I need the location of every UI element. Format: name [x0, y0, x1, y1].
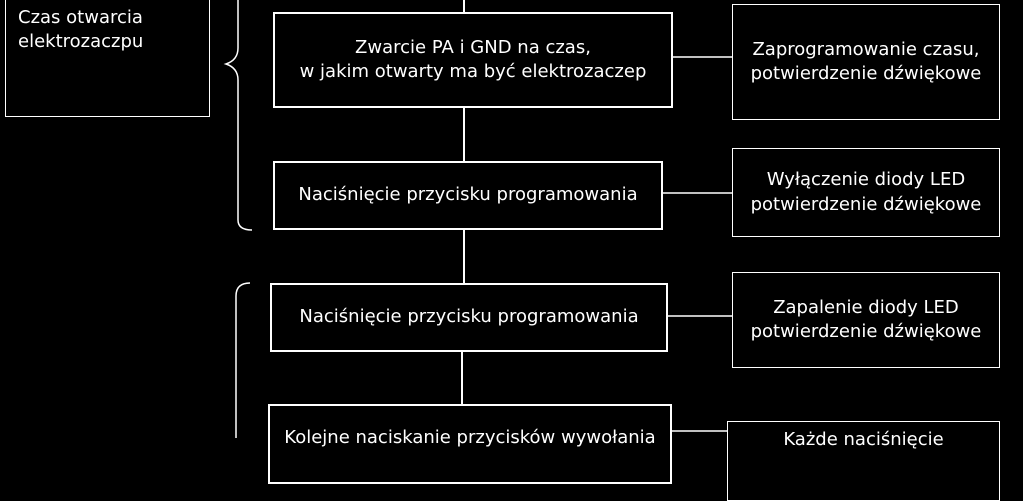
step-3-line-1: Naciśnięcie przycisku programowania — [299, 306, 639, 328]
result-program-time — [732, 4, 1000, 120]
step-press-program-1 — [273, 161, 663, 230]
brace-top — [226, 0, 252, 230]
result-4-line-1: Każde naciśnięcie — [783, 429, 944, 450]
result-1-line-1: Zaprogramowanie czasu, — [752, 38, 980, 60]
group-label-opening-time — [5, 0, 210, 117]
brace-bottom — [236, 283, 250, 438]
result-led-on — [732, 272, 1000, 368]
group-label-line-1: Czas otwarcia — [18, 7, 143, 28]
result-3-line-2: potwierdzenie dźwiękowe — [750, 321, 982, 342]
result-2-line-2: potwierdzenie dźwiękowe — [750, 193, 982, 215]
step-4-line-1: Kolejne naciskanie przycisków wywołania — [284, 427, 656, 448]
step-1-line-2: w jakim otwarty ma być elektrozaczep — [299, 61, 647, 82]
step-1-line-1: Zwarcie PA i GND na czas, — [355, 36, 591, 58]
result-2-line-1: Wyłączenie diody LED — [766, 169, 966, 191]
step-press-call-buttons — [268, 404, 672, 484]
group-label-line-2: elektrozaczpu — [18, 31, 144, 53]
step-short-pa-gnd — [273, 12, 673, 108]
result-1-line-2: potwierdzenie dźwiękowe — [750, 63, 982, 84]
result-3-line-1: Zapalenie diody LED — [773, 296, 959, 318]
result-each-press — [727, 421, 1000, 501]
result-led-off — [732, 148, 1000, 237]
step-2-line-1: Naciśnięcie przycisku programowania — [298, 184, 638, 206]
step-press-program-2 — [270, 283, 668, 352]
